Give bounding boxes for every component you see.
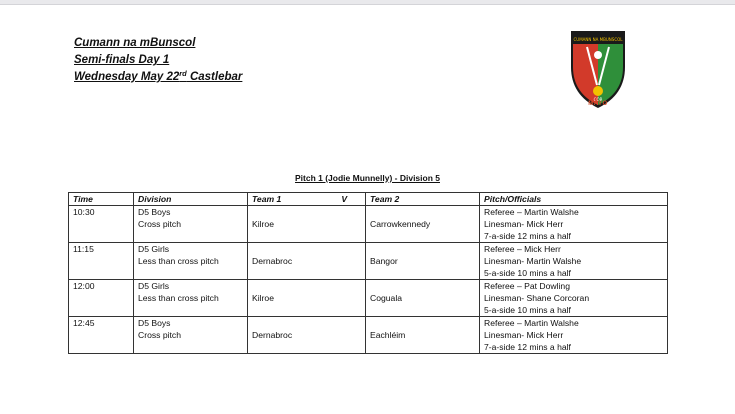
cell-team1: Kilroe (248, 280, 366, 317)
cell-officials: Referee – Martin Walshe Linesman- Mick Herr 7-a-side 12 mins a half (480, 317, 668, 354)
cell-officials: Referee – Pat Dowling Linesman- Shane Corcoran 5-a-side 10 mins a half (480, 280, 668, 317)
col-header-division: Division (134, 193, 248, 206)
cell-team1: Dernabroc (248, 243, 366, 280)
cell-division: D5 Girls Less than cross pitch (134, 280, 248, 317)
cell-division: D5 Girls Less than cross pitch (134, 243, 248, 280)
fixtures-table (68, 192, 668, 354)
cell-time: 10:30 (69, 206, 134, 243)
table-row (69, 280, 668, 317)
crest-arc-text: CUMANN NA MBUNSCOL (573, 37, 623, 42)
col-header-vs: V (341, 194, 348, 204)
table-row (69, 317, 668, 354)
cumann-na-mbunscol-crest-logo (567, 27, 629, 111)
table-row (69, 206, 668, 243)
cell-team2: Eachléim (366, 317, 480, 354)
cell-time: 11:15 (69, 243, 134, 280)
cell-team2: Coguala (366, 280, 480, 317)
table-header-row (69, 193, 668, 206)
col-header-team1: Team 1 V (248, 193, 366, 206)
table-title: Pitch 1 (Jodie Munnelly) - Division 5 (295, 173, 440, 183)
cell-division: D5 Boys Cross pitch (134, 317, 248, 354)
col-header-time: Time (69, 193, 134, 206)
cell-time: 12:00 (69, 280, 134, 317)
cell-team2: Bangor (366, 243, 480, 280)
col-header-pitch-officials: Pitch/Officials (480, 193, 668, 206)
cell-division: D5 Boys Cross pitch (134, 206, 248, 243)
document-page (0, 4, 735, 414)
event-header (74, 35, 242, 86)
header-round: Semi-finals Day 1 (74, 54, 170, 66)
crest-county-label: MAYO (588, 101, 608, 107)
cell-team1: Kilroe (248, 206, 366, 243)
cell-team1: Dernabroc (248, 317, 366, 354)
header-date-venue: Wednesday May 22rd Castlebar (74, 69, 243, 83)
header-organisation: Cumann na mBunscol (74, 37, 196, 49)
crest-badge-text: CÓB (593, 97, 603, 102)
table-row (69, 243, 668, 280)
cell-officials: Referee – Martin Walshe Linesman- Mick Herr 7-a-side 12 mins a half (480, 206, 668, 243)
cell-officials: Referee – Mick Herr Linesman- Martin Walshe 5-a-side 10 mins a half (480, 243, 668, 280)
cell-time: 12:45 (69, 317, 134, 354)
cell-team2: Carrowkennedy (366, 206, 480, 243)
col-header-team2: Team 2 (366, 193, 480, 206)
